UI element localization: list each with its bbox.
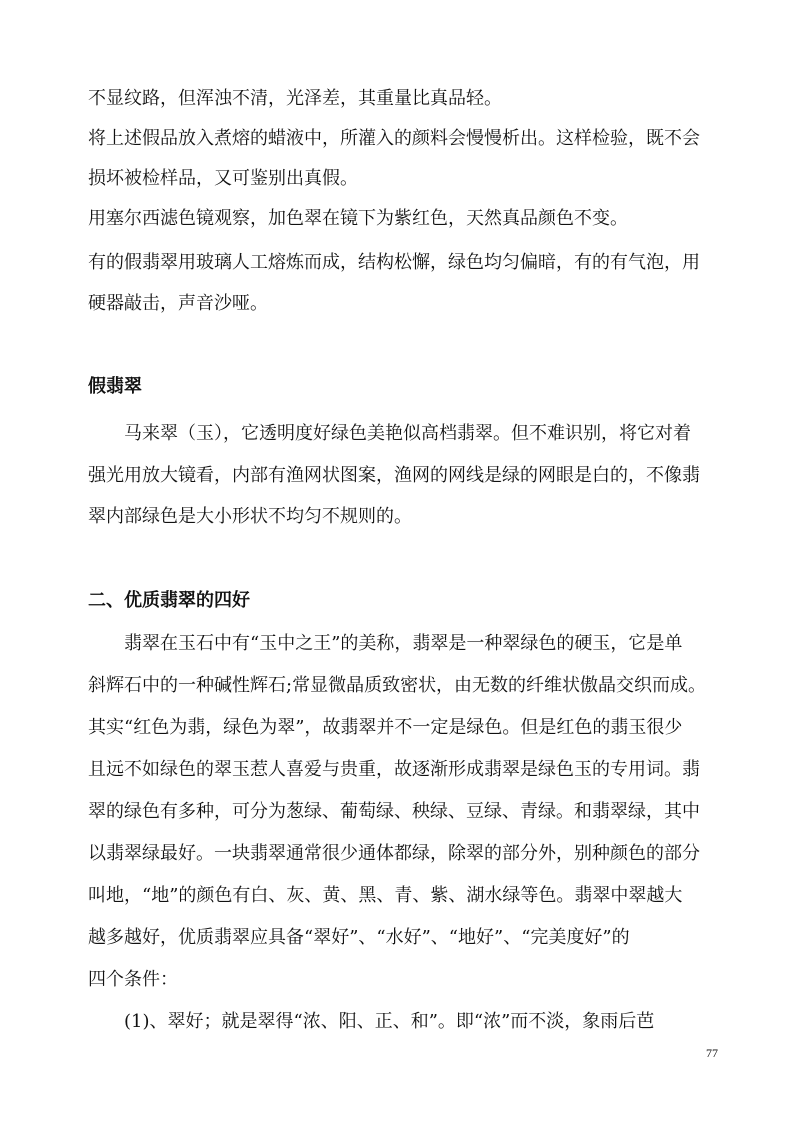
paragraph-line: 损坏被检样品，又可鉴别出真假。 [88, 168, 358, 189]
section-heading-fake-jadeite: 假翡翠 [88, 376, 142, 397]
paragraph-line: 强光用放大镜看，内部有渔网状图案，渔网的网线是绿的网眼是白的，不像翡 [88, 465, 700, 486]
paragraph-line: 四个条件： [88, 969, 178, 990]
paragraph-line: 斜辉石中的一种碱性辉石;常显微晶质致密状，由无数的纤维状傲晶交织而成。 [88, 675, 707, 696]
page-number: 77 [706, 1046, 718, 1060]
paragraph-line: 有的假翡翠用玻璃人工熔炼而成，结构松懈，绿色均匀偏暗，有的有气泡，用 [88, 252, 700, 273]
paragraph-line: 以翡翠绿最好。一块翡翠通常很少通体都绿，除翠的部分外，别种颜色的部分 [88, 843, 700, 864]
paragraph-line: 越多越好，优质翡翠应具备“翠好”、“水好”、“地好”、“完美度好”的 [88, 927, 630, 948]
paragraph-line: 翠的绿色有多种，可分为葱绿、葡萄绿、秧绿、豆绿、青绿。和翡翠绿，其中 [88, 801, 700, 822]
section-heading-four-goods: 二、优质翡翠的四好 [88, 590, 250, 611]
paragraph-line: 且远不如绿色的翠玉惹人喜爱与贵重，故逐渐形成翡翠是绿色玉的专用词。翡 [88, 759, 700, 780]
paragraph-line: 其实“红色为翡，绿色为翠”，故翡翠并不一定是绿色。但是红色的翡玉很少 [88, 717, 683, 738]
paragraph-line: 硬器敲击，声音沙哑。 [88, 293, 268, 314]
paragraph-line: 翠内部绿色是大小形状不均匀不规则的。 [88, 506, 412, 527]
paragraph-line: 用塞尔西滤色镜观察，加色翠在镜下为紫红色，天然真品颜色不变。 [88, 208, 628, 229]
paragraph-line: 将上述假品放入煮熔的蜡液中，所灌入的颜料会慢慢析出。这样检验，既不会 [88, 128, 700, 149]
paragraph-line: 叫地，“地”的颜色有白、灰、黄、黑、青、紫、湖水绿等色。翡翠中翠越大 [88, 885, 683, 906]
paragraph-line: 不显纹路，但浑浊不清，光泽差，其重量比真品轻。 [88, 88, 502, 109]
paragraph-line: 马来翠（玉），它透明度好绿色美艳似高档翡翠。但不难识别，将它对着 [88, 423, 691, 444]
paragraph-line: (1)、翠好；就是翠得“浓、阳、正、和”。即“浓”而不淡，象雨后芭 [88, 1011, 655, 1032]
paragraph-line: 翡翠在玉石中有“玉中之王”的美称，翡翠是一种翠绿色的硬玉，它是单 [88, 633, 683, 654]
